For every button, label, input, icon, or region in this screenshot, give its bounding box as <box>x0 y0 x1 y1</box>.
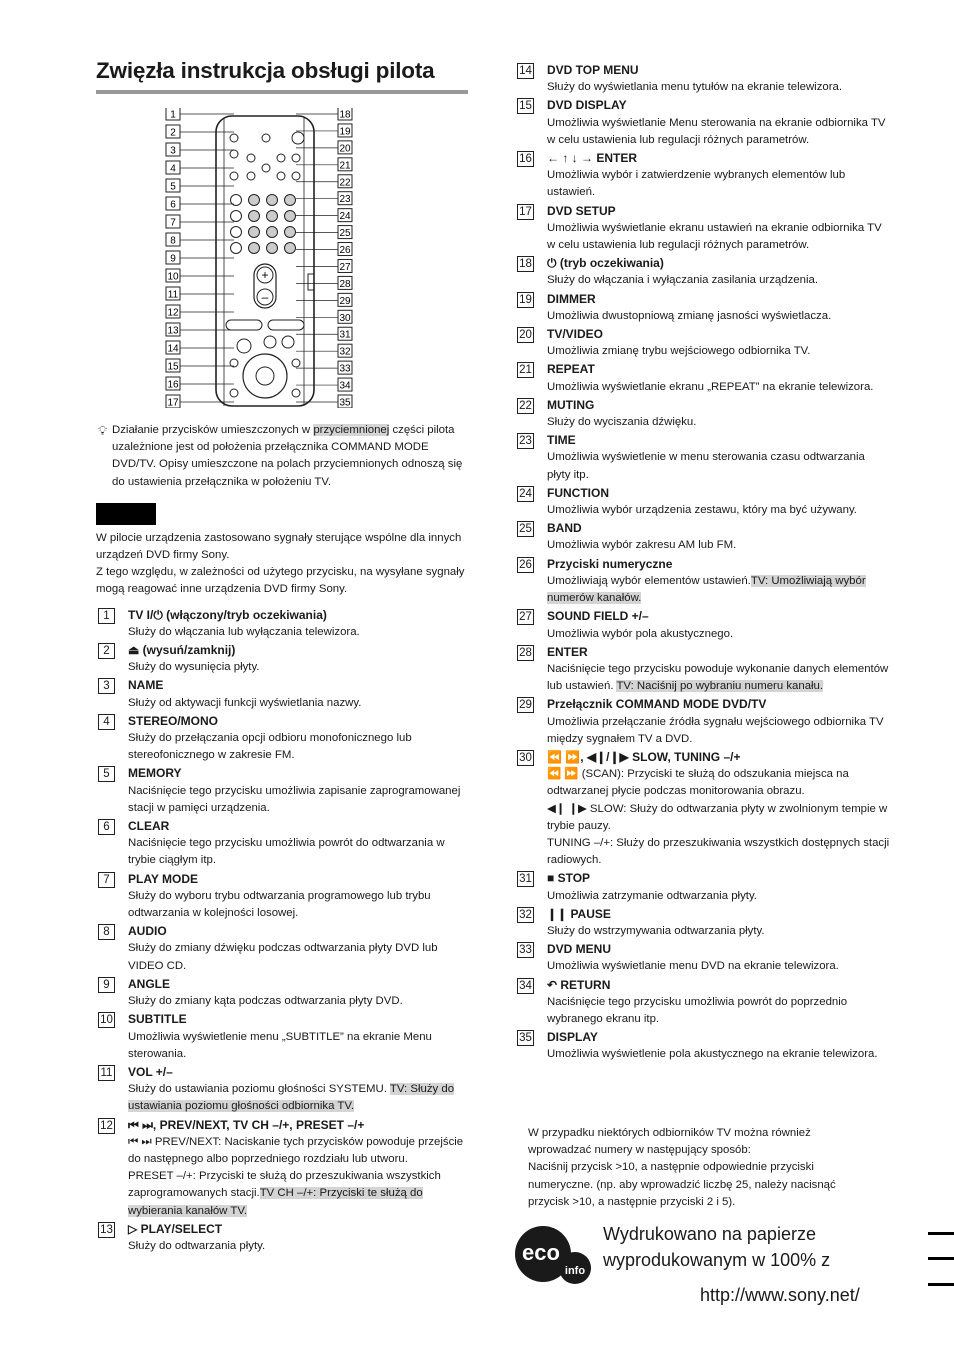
item-desc-text: Umożliwia wyświetlanie ekranu ustawień na ekranie odbiornika TV w celu ustawienia lub regulacji różnych parametrów. <box>547 221 882 252</box>
keypad-button <box>285 195 296 206</box>
callout-label: 21 <box>339 160 351 172</box>
item-number: 13 <box>98 1222 115 1238</box>
lightbulb-icon: 💡︎ <box>98 423 108 438</box>
keypad-button <box>267 243 278 254</box>
tv-power-button <box>230 134 238 142</box>
item-number: 34 <box>517 978 534 994</box>
play-button <box>237 339 251 353</box>
eco-logo-main: eco <box>522 1240 560 1265</box>
item-title: ■ STOP <box>547 871 591 886</box>
item-title: NAME <box>128 678 164 693</box>
command-mode-switch <box>308 274 314 290</box>
tip-text-after: części pilota uzależnione jest od położenia przełącznika COMMAND MODE DVD/TV. Opisy umieszczone na polach przyciemnionych odnoszą się do ustawienia przełącznika w położeniu TV. <box>112 424 463 488</box>
item-desc-text: Służy do włączania i wyłączania zasilania urządzenia. <box>547 274 818 287</box>
keypad-button <box>231 227 242 238</box>
callout-label: 12 <box>167 307 179 319</box>
callout-label: 1 <box>170 109 176 121</box>
keypad-button <box>249 243 260 254</box>
item-desc <box>128 1134 468 1220</box>
callout-label: 20 <box>339 143 351 155</box>
item-desc-text: Służy do wyświetlania menu tytułów na ekranie telewizora. <box>547 81 843 94</box>
item-title: VOL +/– <box>128 1064 173 1079</box>
item-number: 6 <box>98 819 115 835</box>
item-desc-text: Umożliwia wyświetlanie Menu sterowania na ekranie odbiornika TV w celu ustawienia lub regulacji różnych parametrów. <box>547 116 886 146</box>
callout-label: 22 <box>339 177 351 189</box>
item-number: 1 <box>98 608 115 624</box>
item-28 <box>515 644 890 696</box>
item-25 <box>515 520 890 554</box>
item-title: TV I/⏻ (włączony/tryb oczekiwania) <box>128 607 327 622</box>
item-desc <box>128 1081 468 1115</box>
page-title: Zwięzła instrukcja obsługi pilota <box>96 58 468 94</box>
item-desc-text: Umożliwia przełączanie źródła sygnału wejściowego odbiornika TV między sygnałem TV a DVD. <box>547 715 884 745</box>
item-number: 23 <box>517 433 534 449</box>
item-title: ANGLE <box>128 976 170 991</box>
callout-label: 18 <box>339 109 351 121</box>
items-list-left <box>96 607 468 1256</box>
callout-label: 3 <box>170 145 176 157</box>
item-desc <box>547 537 890 554</box>
stop-button <box>264 336 276 348</box>
item-14 <box>515 62 890 96</box>
item-12 <box>96 1117 468 1220</box>
item-number: 21 <box>517 362 534 378</box>
keypad-button <box>267 227 278 238</box>
eject-button <box>262 134 270 142</box>
item-number: 28 <box>517 645 534 661</box>
item-desc <box>547 888 890 905</box>
keypad-button <box>285 227 296 238</box>
item-desc <box>547 308 890 325</box>
item-35 <box>515 1029 890 1063</box>
intro-text: W pilocie urządzenia zastosowano sygnały sterujące wspólne dla innych urządzeń DVD firmy Sony. Z tego względu, w zależności od użytego przycisku, na wysyłane sygnały mogą reagować inne urządzenia DVD firmy Sony. <box>96 531 465 596</box>
item-title: BAND <box>547 521 582 536</box>
callout-label: 5 <box>170 181 176 193</box>
callout-label: 2 <box>170 127 176 139</box>
item-desc <box>547 272 890 289</box>
item-desc <box>128 783 468 817</box>
callout-label: 6 <box>170 199 176 211</box>
item-16 <box>515 150 890 202</box>
item-21 <box>515 361 890 395</box>
callout-label: 9 <box>170 253 176 265</box>
item-desc <box>128 835 468 869</box>
pause-button <box>282 336 294 348</box>
item-title: ENTER <box>547 644 588 659</box>
item-22 <box>515 397 890 431</box>
item-number: 10 <box>98 1012 115 1028</box>
item-number: 32 <box>517 907 534 923</box>
item-9 <box>96 976 468 1010</box>
item-number: 11 <box>98 1065 115 1081</box>
crop-mark-2 <box>928 1257 954 1260</box>
item-desc-text: Służy do odtwarzania płyty. <box>128 1239 266 1252</box>
item-29 <box>515 696 890 748</box>
item-desc-text: Naciśnięcie tego przycisku umożliwia powrót do poprzednio wybranego ekranu itp. <box>547 995 848 1025</box>
item-desc <box>547 994 890 1028</box>
item-20 <box>515 326 890 360</box>
callout-label: 35 <box>339 397 351 408</box>
item-title: ⏪ ⏩, ◀❙/❙▶ SLOW, TUNING –/+ <box>547 749 741 764</box>
item-title: ← ↑ ↓ → ENTER <box>547 151 638 166</box>
callout-label: 29 <box>339 295 351 307</box>
item-title: Przełącznik COMMAND MODE DVD/TV <box>547 697 767 712</box>
item-desc <box>128 888 468 922</box>
section-bar <box>96 503 156 525</box>
callout-label: 31 <box>339 329 351 341</box>
keypad-button <box>285 211 296 222</box>
item-desc-text: Służy do włączania lub wyłączania telewizora. <box>128 625 360 638</box>
item-desc <box>547 923 890 940</box>
item-desc-text: ⏪ ⏩ (SCAN): Przyciski te służą do odszukania miejsca na odtwarzanej płycie podczas monitorowania obrazu. ◀❙ ❙▶ SLOW: Służy do odtwarzania płyty w zwolnionym tempie w trybie pauzy. TUNING –/+: Służy do przeszukiwania wszystkich dostępnych stacji radiowych. <box>547 768 890 867</box>
item-desc <box>547 714 890 748</box>
item-desc-text: Umożliwia wybór zakresu AM lub FM. <box>547 539 737 552</box>
callout-label: 7 <box>170 217 176 229</box>
item-10 <box>96 1011 468 1063</box>
item-tv-note: TV: Naciśnij po wybraniu numeru kanału. <box>616 680 824 693</box>
callout-label: 14 <box>167 343 179 355</box>
item-title: ▷ PLAY/SELECT <box>128 1221 223 1236</box>
item-desc <box>547 115 890 149</box>
item-desc <box>547 414 890 431</box>
item-desc <box>128 993 468 1010</box>
item-desc <box>547 220 890 254</box>
callout-label: 11 <box>167 289 179 301</box>
eco-logo-sub: info <box>564 1265 586 1277</box>
website-url: http://www.sony.net/ <box>700 1285 860 1305</box>
keypad-button <box>231 211 242 222</box>
item-desc-text: Umożliwia wybór i zatwierdzenie wybranych elementów lub ustawień. <box>547 169 846 199</box>
tip-text-before: Działanie przycisków umieszczonych w <box>112 424 314 436</box>
callout-label: 25 <box>339 228 351 240</box>
item-number: 29 <box>517 697 534 713</box>
item-2 <box>96 642 468 676</box>
item-desc <box>128 1238 468 1255</box>
power-button <box>292 132 304 144</box>
item-5 <box>96 765 468 817</box>
callout-label: 24 <box>339 211 351 223</box>
svg-text:+: + <box>261 268 269 282</box>
enter-button <box>256 367 274 385</box>
callout-label: 17 <box>167 397 179 408</box>
item-desc <box>547 79 890 96</box>
item-27 <box>515 608 890 642</box>
item-number: 2 <box>98 643 115 659</box>
item-tv-note: TV: Umożliwiają wybór numerów kanałów. <box>547 574 866 605</box>
remote-illustration <box>96 108 468 408</box>
item-desc-text: Służy od aktywacji funkcji wyświetlania nazwy. <box>128 696 362 709</box>
callout-label: 10 <box>167 271 179 283</box>
item-title: SUBTITLE <box>128 1012 187 1027</box>
item-desc-text: Umożliwia zatrzymanie odtwarzania płyty. <box>547 889 757 902</box>
item-8 <box>96 923 468 975</box>
callout-label: 19 <box>339 126 351 138</box>
item-title: MEMORY <box>128 766 182 781</box>
item-number: 15 <box>517 98 534 114</box>
item-number: 22 <box>517 398 534 414</box>
keypad-button <box>249 227 260 238</box>
item-number: 8 <box>98 924 115 940</box>
item-desc <box>547 502 890 519</box>
item-desc-text: Umożliwia zmianę trybu wejściowego odbiornika TV. <box>547 345 811 358</box>
item-title: DVD SETUP <box>547 203 616 218</box>
item-desc <box>547 1046 890 1063</box>
item-number: 30 <box>517 750 534 766</box>
callout-label: 32 <box>339 346 351 358</box>
items-list-right <box>515 62 890 1064</box>
item-18 <box>515 255 890 289</box>
item-title: SOUND FIELD +/– <box>547 609 649 624</box>
remote-diagram <box>96 108 468 408</box>
item-desc <box>547 958 890 975</box>
item-title: FUNCTION <box>547 485 609 500</box>
item-desc-text: Służy do wstrzymywania odtwarzania płyty. <box>547 924 765 937</box>
item-desc-text: ⏮ ⏭ PREV/NEXT: Naciskanie tych przycisków powoduje przejście do następnego albo poprzedniego rozdziału lub utworu. PRESET –/+: Przyciski te służą do przeszukiwania wszystkich zaprogramowanych stacji. <box>128 1135 464 1200</box>
item-desc <box>128 940 468 974</box>
item-number: 17 <box>517 204 534 220</box>
item-title: DVD DISPLAY <box>547 98 627 113</box>
keypad-button <box>231 243 242 254</box>
callout-label: 23 <box>339 194 351 206</box>
item-number: 24 <box>517 486 534 502</box>
item-title: ↶ RETURN <box>547 977 611 992</box>
item-23 <box>515 432 890 484</box>
item-desc-text: Służy do wyboru trybu odtwarzania programowego lub trybu odtwarzania w kolejności losowej. <box>128 889 431 920</box>
item-title: DIMMER <box>547 291 596 306</box>
item-desc-text: Umożliwia wyświetlanie ekranu „REPEAT” na ekranie telewizora. <box>547 380 874 393</box>
item-number: 4 <box>98 714 115 730</box>
item-title: TV/VIDEO <box>547 327 604 342</box>
callout-label: 30 <box>339 312 351 324</box>
item-desc-text: Służy do zmiany kąta podczas odtwarzania płyty DVD. <box>128 995 403 1008</box>
item-number: 31 <box>517 871 534 887</box>
item-33 <box>515 941 890 975</box>
left-column <box>96 58 468 1256</box>
item-desc <box>547 167 890 201</box>
callout-label: 33 <box>339 363 351 375</box>
keypad-button <box>267 195 278 206</box>
item-19 <box>515 291 890 325</box>
svg-text:–: – <box>261 290 269 304</box>
item-title: ⏮ ⏭, PREV/NEXT, TV CH –/+, PRESET –/+ <box>128 1117 365 1132</box>
item-number: 35 <box>517 1030 534 1046</box>
item-4 <box>96 713 468 765</box>
item-number: 20 <box>517 327 534 343</box>
item-24 <box>515 485 890 519</box>
item-desc-text: Naciśnięcie tego przycisku umożliwia zapisanie zaprogramowanej stacji w pamięci urządzenia. <box>128 784 461 814</box>
item-desc <box>547 661 890 695</box>
item-6 <box>96 818 468 870</box>
item-title: DVD MENU <box>547 942 612 957</box>
item-desc <box>128 659 468 676</box>
item-title: AUDIO <box>128 924 167 939</box>
item-number: 14 <box>517 63 534 79</box>
item-title: ❙❙ PAUSE <box>547 906 611 921</box>
item-15 <box>515 97 890 149</box>
item-desc-text: Służy do zmiany dźwięku podczas odtwarzania płyty DVD lub VIDEO CD. <box>128 942 438 972</box>
item-desc-text: Służy do ustawiania poziomu głośności SYSTEMU. <box>128 1083 390 1096</box>
item-title: DVD TOP MENU <box>547 63 639 77</box>
item-30 <box>515 749 890 869</box>
item-desc <box>128 695 468 712</box>
callout-label: 4 <box>170 163 176 175</box>
crop-mark-1 <box>928 1232 954 1235</box>
item-desc-text: Umożliwia wyświetlenie menu „SUBTITLE” na ekranie Menu sterowania. <box>128 1030 432 1060</box>
item-desc-text: Służy do wysunięcia płyty. <box>128 661 260 674</box>
item-title: CLEAR <box>128 819 170 834</box>
item-number: 16 <box>517 151 534 167</box>
item-desc-text: Umożliwia wybór pola akustycznego. <box>547 627 734 640</box>
item-title: TIME <box>547 433 576 448</box>
item-desc-text: Umożliwia wybór urządzenia zestawu, który ma być używany. <box>547 504 857 517</box>
item-number: 33 <box>517 942 534 958</box>
keypad-button <box>249 195 260 206</box>
item-7 <box>96 871 468 923</box>
item-title: REPEAT <box>547 362 595 377</box>
item-3 <box>96 677 468 711</box>
item-13 <box>96 1221 468 1255</box>
callout-label: 8 <box>170 235 176 247</box>
item-17 <box>515 203 890 255</box>
callout-label: 28 <box>339 278 351 290</box>
item-desc-text: Umożliwia wyświetlanie menu DVD na ekranie telewizora. <box>547 960 839 973</box>
item-desc <box>547 573 890 607</box>
eco-text <box>603 1221 830 1273</box>
crop-mark-3 <box>928 1283 954 1286</box>
keypad-button <box>249 211 260 222</box>
item-title: STEREO/MONO <box>128 713 219 728</box>
eco-info-logo <box>515 1222 595 1286</box>
item-desc-text: Umożliwia wyświetlenie w menu sterowania czasu odtwarzania płyty itp. <box>547 451 865 481</box>
item-desc <box>128 1029 468 1063</box>
eco-text-line1: Wydrukowano na papierze <box>603 1224 816 1244</box>
item-1 <box>96 607 468 641</box>
callout-label: 13 <box>167 325 179 337</box>
footnote: W przypadku niektórych odbiorników TV można również wprowadzać numery w następujący sposób: Naciśnij przycisk >10, a następnie odpowiednie przyciski numeryczne. (np. aby wprowadzić liczbę 25, należy nacisnąć przycisk >10, a następnie przyciski 2 i 5). <box>528 1127 836 1208</box>
item-title: ⏏ (wysuń/zamknij) <box>128 643 236 658</box>
item-desc-text: Umożliwia dwustopniową zmianę jasności wyświetlacza. <box>547 309 832 322</box>
tip-note <box>96 422 468 491</box>
item-title: ⏻ (tryb oczekiwania) <box>547 256 664 271</box>
item-34 <box>515 977 890 1029</box>
item-number: 27 <box>517 609 534 625</box>
item-32 <box>515 906 890 940</box>
callout-label: 16 <box>167 379 179 391</box>
item-number: 25 <box>517 521 534 537</box>
item-desc <box>547 626 890 643</box>
item-number: 19 <box>517 292 534 308</box>
item-number: 9 <box>98 977 115 993</box>
item-number: 12 <box>98 1118 115 1134</box>
item-desc-text: Umożliwiają wybór elementów ustawień. <box>547 574 751 587</box>
callout-label: 26 <box>339 245 351 257</box>
item-title: DISPLAY <box>547 1030 598 1045</box>
eco-text-line2: wyprodukowanym w 100% z <box>603 1250 831 1270</box>
right-column <box>515 62 890 1065</box>
item-26 <box>515 556 890 608</box>
keypad-button <box>285 243 296 254</box>
callout-label: 15 <box>167 361 179 373</box>
item-number: 7 <box>98 872 115 888</box>
item-desc <box>547 343 890 360</box>
item-11 <box>96 1064 468 1116</box>
item-desc-text: Umożliwia wyświetlenie pola akustycznego na ekranie telewizora. <box>547 1048 878 1061</box>
item-desc-text: Służy do wyciszania dźwięku. <box>547 416 697 429</box>
item-desc-text: Służy do przełączania opcji odbioru monofonicznego lub stereofonicznego w zakresie FM. <box>128 732 412 762</box>
item-tv-note: TV CH –/+: Przyciski te służą do wybierania kanałów TV. <box>128 1187 423 1217</box>
item-desc <box>547 766 890 869</box>
callout-label: 34 <box>339 380 351 392</box>
item-desc <box>547 379 890 396</box>
direction-pad <box>243 354 287 398</box>
item-title: PLAY MODE <box>128 871 199 886</box>
keypad-button <box>267 211 278 222</box>
numeric-keypad <box>231 195 296 254</box>
item-title: Przyciski numeryczne <box>547 556 673 571</box>
item-number: 3 <box>98 678 115 694</box>
item-title: MUTING <box>547 397 595 412</box>
callout-label: 27 <box>339 261 351 273</box>
item-tv-note: TV: Służy do ustawiania poziomu głośności odbiornika TV. <box>128 1083 455 1113</box>
item-desc <box>128 730 468 764</box>
tip-text-highlight: przyciemnionej <box>313 424 390 436</box>
item-desc-text: Naciśnięcie tego przycisku umożliwia powrót do odtwarzania w trybie ciągłym itp. <box>128 837 445 867</box>
scan-buttons <box>268 320 304 330</box>
item-number: 26 <box>517 557 534 573</box>
item-number: 5 <box>98 766 115 782</box>
item-31 <box>515 870 890 904</box>
item-desc <box>547 449 890 483</box>
prev-next-buttons <box>226 320 262 330</box>
item-number: 18 <box>517 256 534 272</box>
item-desc-text: Naciśnięcie tego przycisku powoduje wykonanie danych elementów lub ustawień. <box>547 662 889 693</box>
item-desc <box>128 624 468 641</box>
